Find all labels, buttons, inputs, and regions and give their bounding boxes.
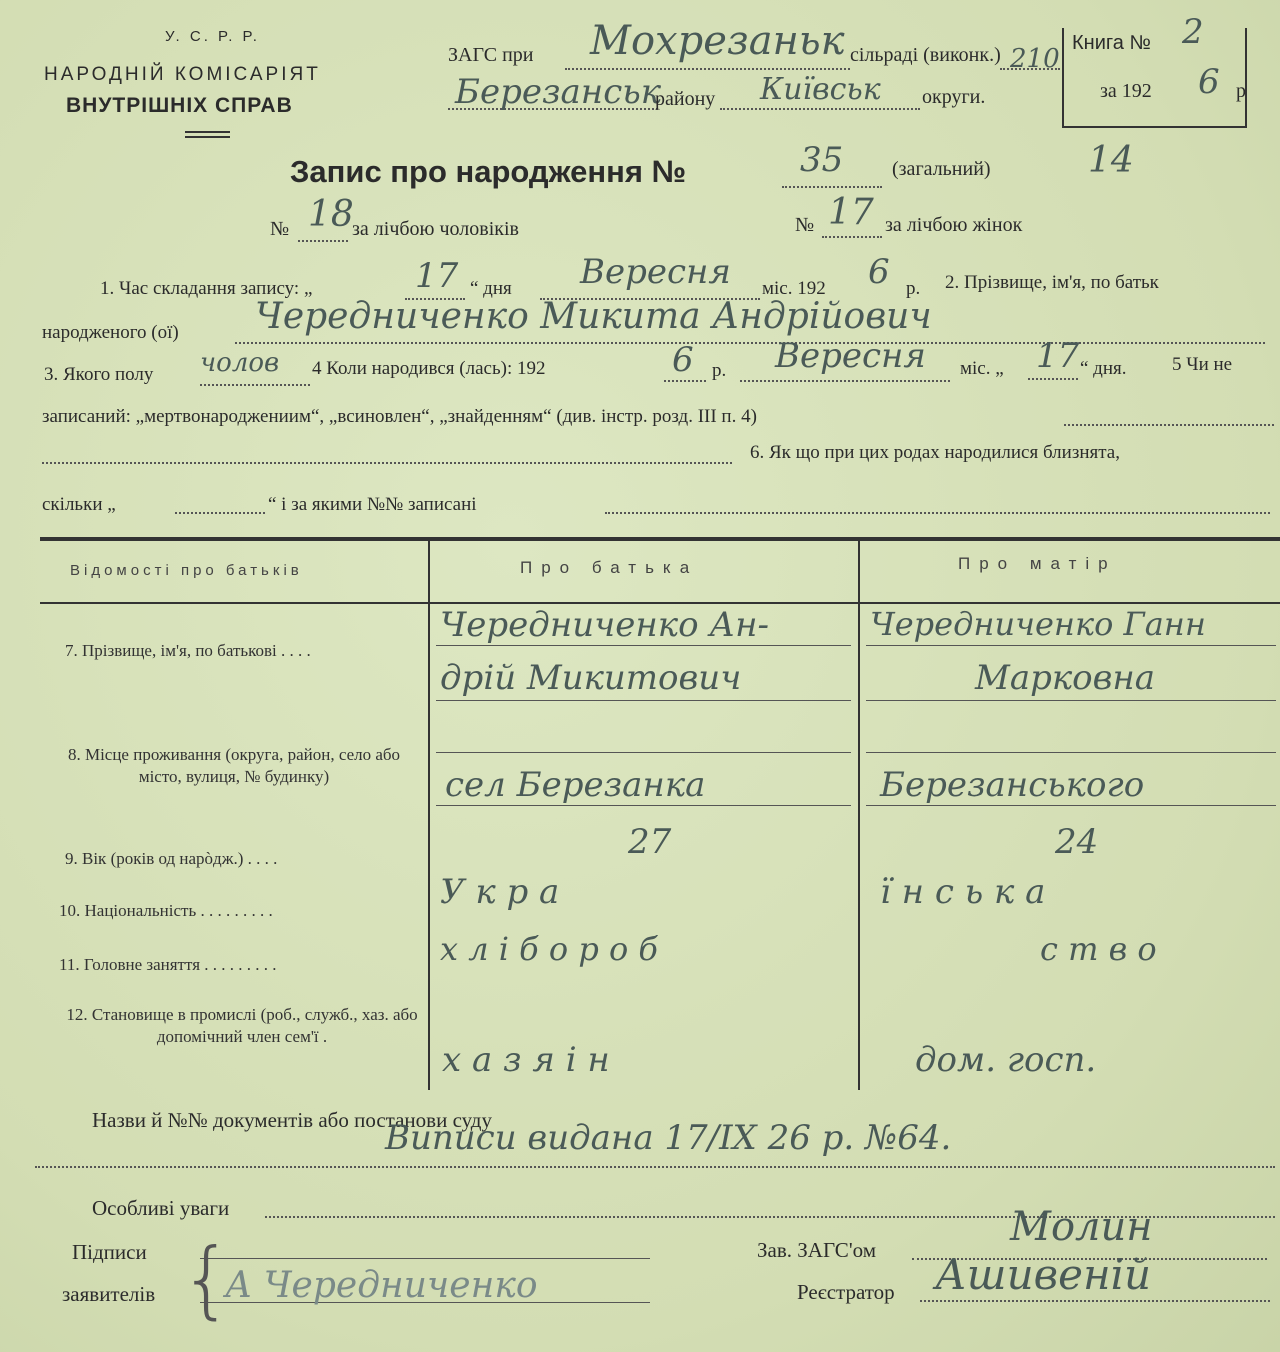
commissariat-line2: ВНУТРІШНІХ СПРАВ [66,94,293,117]
notes-label: Особливі уваги [92,1196,230,1220]
field-2-name-handwriting: Чередниченко Микита Андрійович [255,296,932,337]
zags-village-line [565,68,850,70]
row-label-occupation: 11. Головне заняття . . . . . . . . . [59,955,277,974]
father-nationality-handwriting: У к р а [440,872,560,912]
mother-age-handwriting: 24 [1055,822,1099,862]
table-top-rule [40,537,1280,541]
mother-nationality-handwriting: ї н с ь к а [880,872,1046,912]
field-1-month-label: міс. 192 [762,278,826,299]
mother-name-handwriting: Чередниченко Ганн [870,605,1206,643]
mother-name-handwriting-2: Марковна [975,658,1156,698]
row-label-name: 7. Прізвище, ім'я, по батькові . . . . [65,641,311,660]
mother-residence-handwriting: Березанського [880,765,1145,805]
signatures-brace: { [180,1230,234,1328]
mother-line-1 [866,645,1276,646]
field-4-month-line [740,380,950,382]
zags-prefix: ЗАГС при [448,44,534,66]
okrug-handwriting: Київськ [760,72,881,107]
documents-label: Назви й №№ документів або постанови суду [92,1108,492,1132]
book-box-bottom [1062,126,1247,128]
table-header-father: Про батька [520,558,699,577]
field-2-label: 2. Прізвище, ім'я, по батьк [945,272,1159,293]
men-prefix: № [270,218,290,240]
header-divider [185,131,230,133]
field-4-day-label: “ дня. [1080,358,1127,379]
book-box-right [1245,28,1247,128]
okrug-label: округи. [922,86,986,108]
field-4-month-handwriting: Вересня [775,336,926,376]
women-prefix: № [795,214,815,236]
table-col-divider-1 [428,540,430,1090]
record-number-line [782,186,882,188]
header-divider-2 [185,136,230,138]
father-occupation-handwriting: х л і б о р о б [440,930,658,968]
record-number-handwriting: 35 [800,140,844,180]
district-handwriting: Березанськ [455,72,662,112]
ussr-label: У. С. Р. Р. [165,28,260,45]
district-label: району [655,88,716,110]
field-1-label: 1. Час складання запису: „ [100,278,313,299]
mother-occupation-handwriting: с т в о [1040,930,1157,968]
father-age-handwriting: 27 [628,822,672,862]
field-4-year-handwriting: 6 [672,340,694,380]
father-line-3 [436,752,851,753]
father-name-handwriting-2: дрій Микитович [440,658,742,698]
okrug-line [720,108,920,110]
father-residence-handwriting: сел Березанка [445,765,706,805]
row-label-age: 9. Вік (років од нарòдж.) . . . . [65,849,278,868]
table-header-info: Відомості про батьків [70,562,303,579]
table-col-divider-2 [858,540,860,1090]
head-signature: Молин [1010,1204,1153,1250]
field-6-blank-line [42,462,732,464]
registrar-label: Реєстратор [797,1280,895,1304]
field-2-name-line [235,342,1265,344]
field-5-line2: записаний: „мертвонароджениим“, „всиновлен“, „знайденням“ (див. інстр. розд. ІІІ п. 4) [42,406,757,427]
field-1-year-handwriting: 6 [868,252,890,292]
book-box-left [1062,28,1064,128]
mother-status-handwriting: дом. госп. [915,1040,1097,1080]
field-4-month-label: міс. „ [960,358,1004,379]
book-label: Книга № [1072,32,1151,54]
registrar-signature: Ашивеній [935,1250,1152,1299]
signatures-label-1: Підписи [72,1240,147,1264]
mother-line-3 [866,752,1276,753]
field-6-label: 6. Як що при цих родах народилися близнята, [750,442,1120,463]
field-4-day-line [1028,378,1078,380]
women-count-handwriting: 17 [828,192,874,233]
record-title: Запис про народження № [290,154,687,189]
field-6-count-line [175,512,265,514]
registrar-line [920,1300,1270,1302]
field-3-line [200,384,310,386]
field-1-day-handwriting: 17 [415,256,459,296]
field-3-sex-handwriting: чолов [200,348,280,378]
field-1-month-handwriting: Вересня [580,252,731,292]
head-label: Зав. ЗАГС'ом [757,1238,876,1262]
applicant-line-1 [200,1258,650,1259]
book-year-handwriting: 6 [1198,62,1220,102]
field-2-sub-label: народженого (ої) [42,322,179,343]
documents-line [35,1166,1275,1168]
table-header-rule [40,602,1280,604]
book-number-handwriting: 2 [1182,12,1204,52]
book-year-label: за 192 [1100,80,1152,102]
field-4-year-label: р. [712,360,727,381]
vykonk-handwriting: 210 [1010,44,1060,74]
field-5-line [1064,424,1274,426]
men-line [298,240,348,242]
silradi-label: сільраді (виконк.) [850,44,1001,66]
field-4-day-handwriting: 17 [1036,336,1080,376]
mother-line-4 [866,805,1276,806]
field-4-year-line [664,380,706,382]
signatures-label-2: заявителів [62,1282,156,1306]
applicant-signature: А Чередниченко [225,1265,538,1306]
father-name-handwriting: Чередниченко Ан- [440,605,770,645]
father-status-handwriting: х а з я і н [442,1040,610,1080]
field-1-day-label: “ дня [470,278,512,299]
zags-village-handwriting: Мохрезаньк [590,18,845,64]
women-label: за лічбою жінок [885,214,1023,236]
documents-handwriting: Виписи видана 17/IX 26 р. №64. [385,1118,952,1158]
field-6-line2b: “ і за якими №№ записані [268,494,477,515]
field-3-label: 3. Якого полу [44,364,154,385]
commissariat-line1: НАРОДНІЙ КОМІСАРІЯТ [44,64,321,85]
table-header-mother: Про матір [958,554,1117,573]
men-count-handwriting: 18 [308,194,354,235]
field-5-label: 5 Чи не [1172,354,1233,375]
row-label-status: 12. Становище в промислі (роб., служб., хаз. або допомічний член сем'ї . [66,1005,418,1046]
field-6-numbers-line [605,512,1270,514]
father-line-1 [436,645,851,646]
mother-line-2 [866,700,1276,701]
field-6-line2: скільки „ [42,494,116,515]
field-4-label: 4 Коли народився (лась): 192 [312,358,546,379]
father-line-4 [436,805,851,806]
row-label-residence: 8. Місце проживання (округа, район, село або місто, вулиця, № будинку) [67,745,401,786]
field-1-year-label: р. [906,278,921,299]
side-number-handwriting: 14 [1088,140,1134,181]
father-line-2 [436,700,851,701]
book-year-suffix: р [1236,80,1246,102]
women-line [822,236,882,238]
row-label-nationality: 10. Національність . . . . . . . . . [59,901,273,920]
general-label: (загальний) [892,158,991,180]
men-label: за лічбою чоловіків [352,218,519,240]
